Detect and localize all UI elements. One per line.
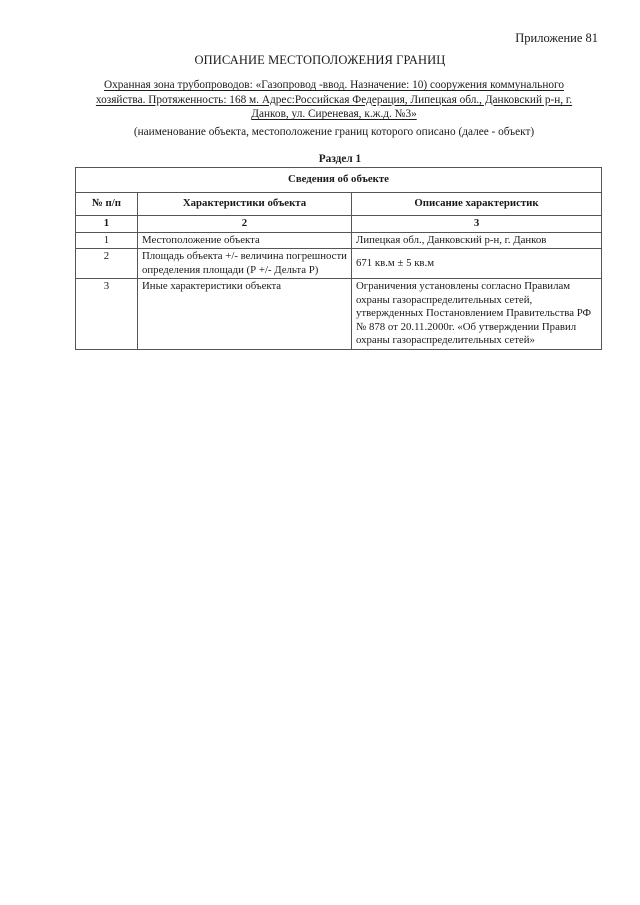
- table-row: [76, 232, 602, 249]
- column-number: 1: [76, 216, 138, 233]
- table-row: [76, 279, 602, 350]
- row-characteristic: Местоположение объекта: [138, 232, 352, 249]
- object-name-line: Данков, ул. Сиреневая, к.ж.д. №3»: [251, 108, 417, 120]
- row-description: 671 кв.м ± 5 кв.м: [352, 249, 602, 279]
- appendix-label: Приложение 81: [515, 31, 598, 45]
- object-caption: (наименование объекта, местоположение границ которого описано (далее - объект): [133, 126, 535, 138]
- header-num: № п/п: [76, 193, 138, 216]
- row-number: 1: [76, 232, 138, 249]
- table-row: [76, 249, 602, 279]
- column-number: 2: [138, 216, 352, 233]
- row-number: 3: [76, 279, 138, 350]
- column-number: 3: [352, 216, 602, 233]
- object-name: [88, 78, 580, 122]
- object-info-table: [75, 167, 602, 350]
- row-characteristic: Иные характеристики объекта: [138, 279, 352, 350]
- section-label: Раздел 1: [318, 153, 362, 165]
- table-title: Сведения об объекте: [76, 168, 602, 193]
- column-number-row: [76, 216, 602, 233]
- row-description: Липецкая обл., Данковский р-н, г. Данков: [352, 232, 602, 249]
- row-description: Ограничения установлены согласно Правилам охраны газораспределительных сетей, утвержденных Постановлением Правительства РФ № 878 от 20.11.2000г. «Об утверждении Правил охраны газораспределительных сетей»: [352, 279, 602, 350]
- document-title: ОПИСАНИЕ МЕСТОПОЛОЖЕНИЯ ГРАНИЦ: [194, 53, 446, 67]
- object-name-line: Охранная зона трубопроводов: «Газопровод -ввод. Назначение: 10) сооружения коммунального: [103, 79, 565, 91]
- header-characteristic: Характеристики объекта: [138, 193, 352, 216]
- row-characteristic: Площадь объекта +/- величина погрешности определения площади (Р +/- Дельта Р): [138, 249, 352, 279]
- object-name-line: хозяйства. Протяженность: 168 м. Адрес:Российская Федерация, Липецкая обл., Данковский р-н, г.: [95, 93, 573, 106]
- header-description: Описание характеристик: [352, 193, 602, 216]
- row-number: 2: [76, 249, 138, 279]
